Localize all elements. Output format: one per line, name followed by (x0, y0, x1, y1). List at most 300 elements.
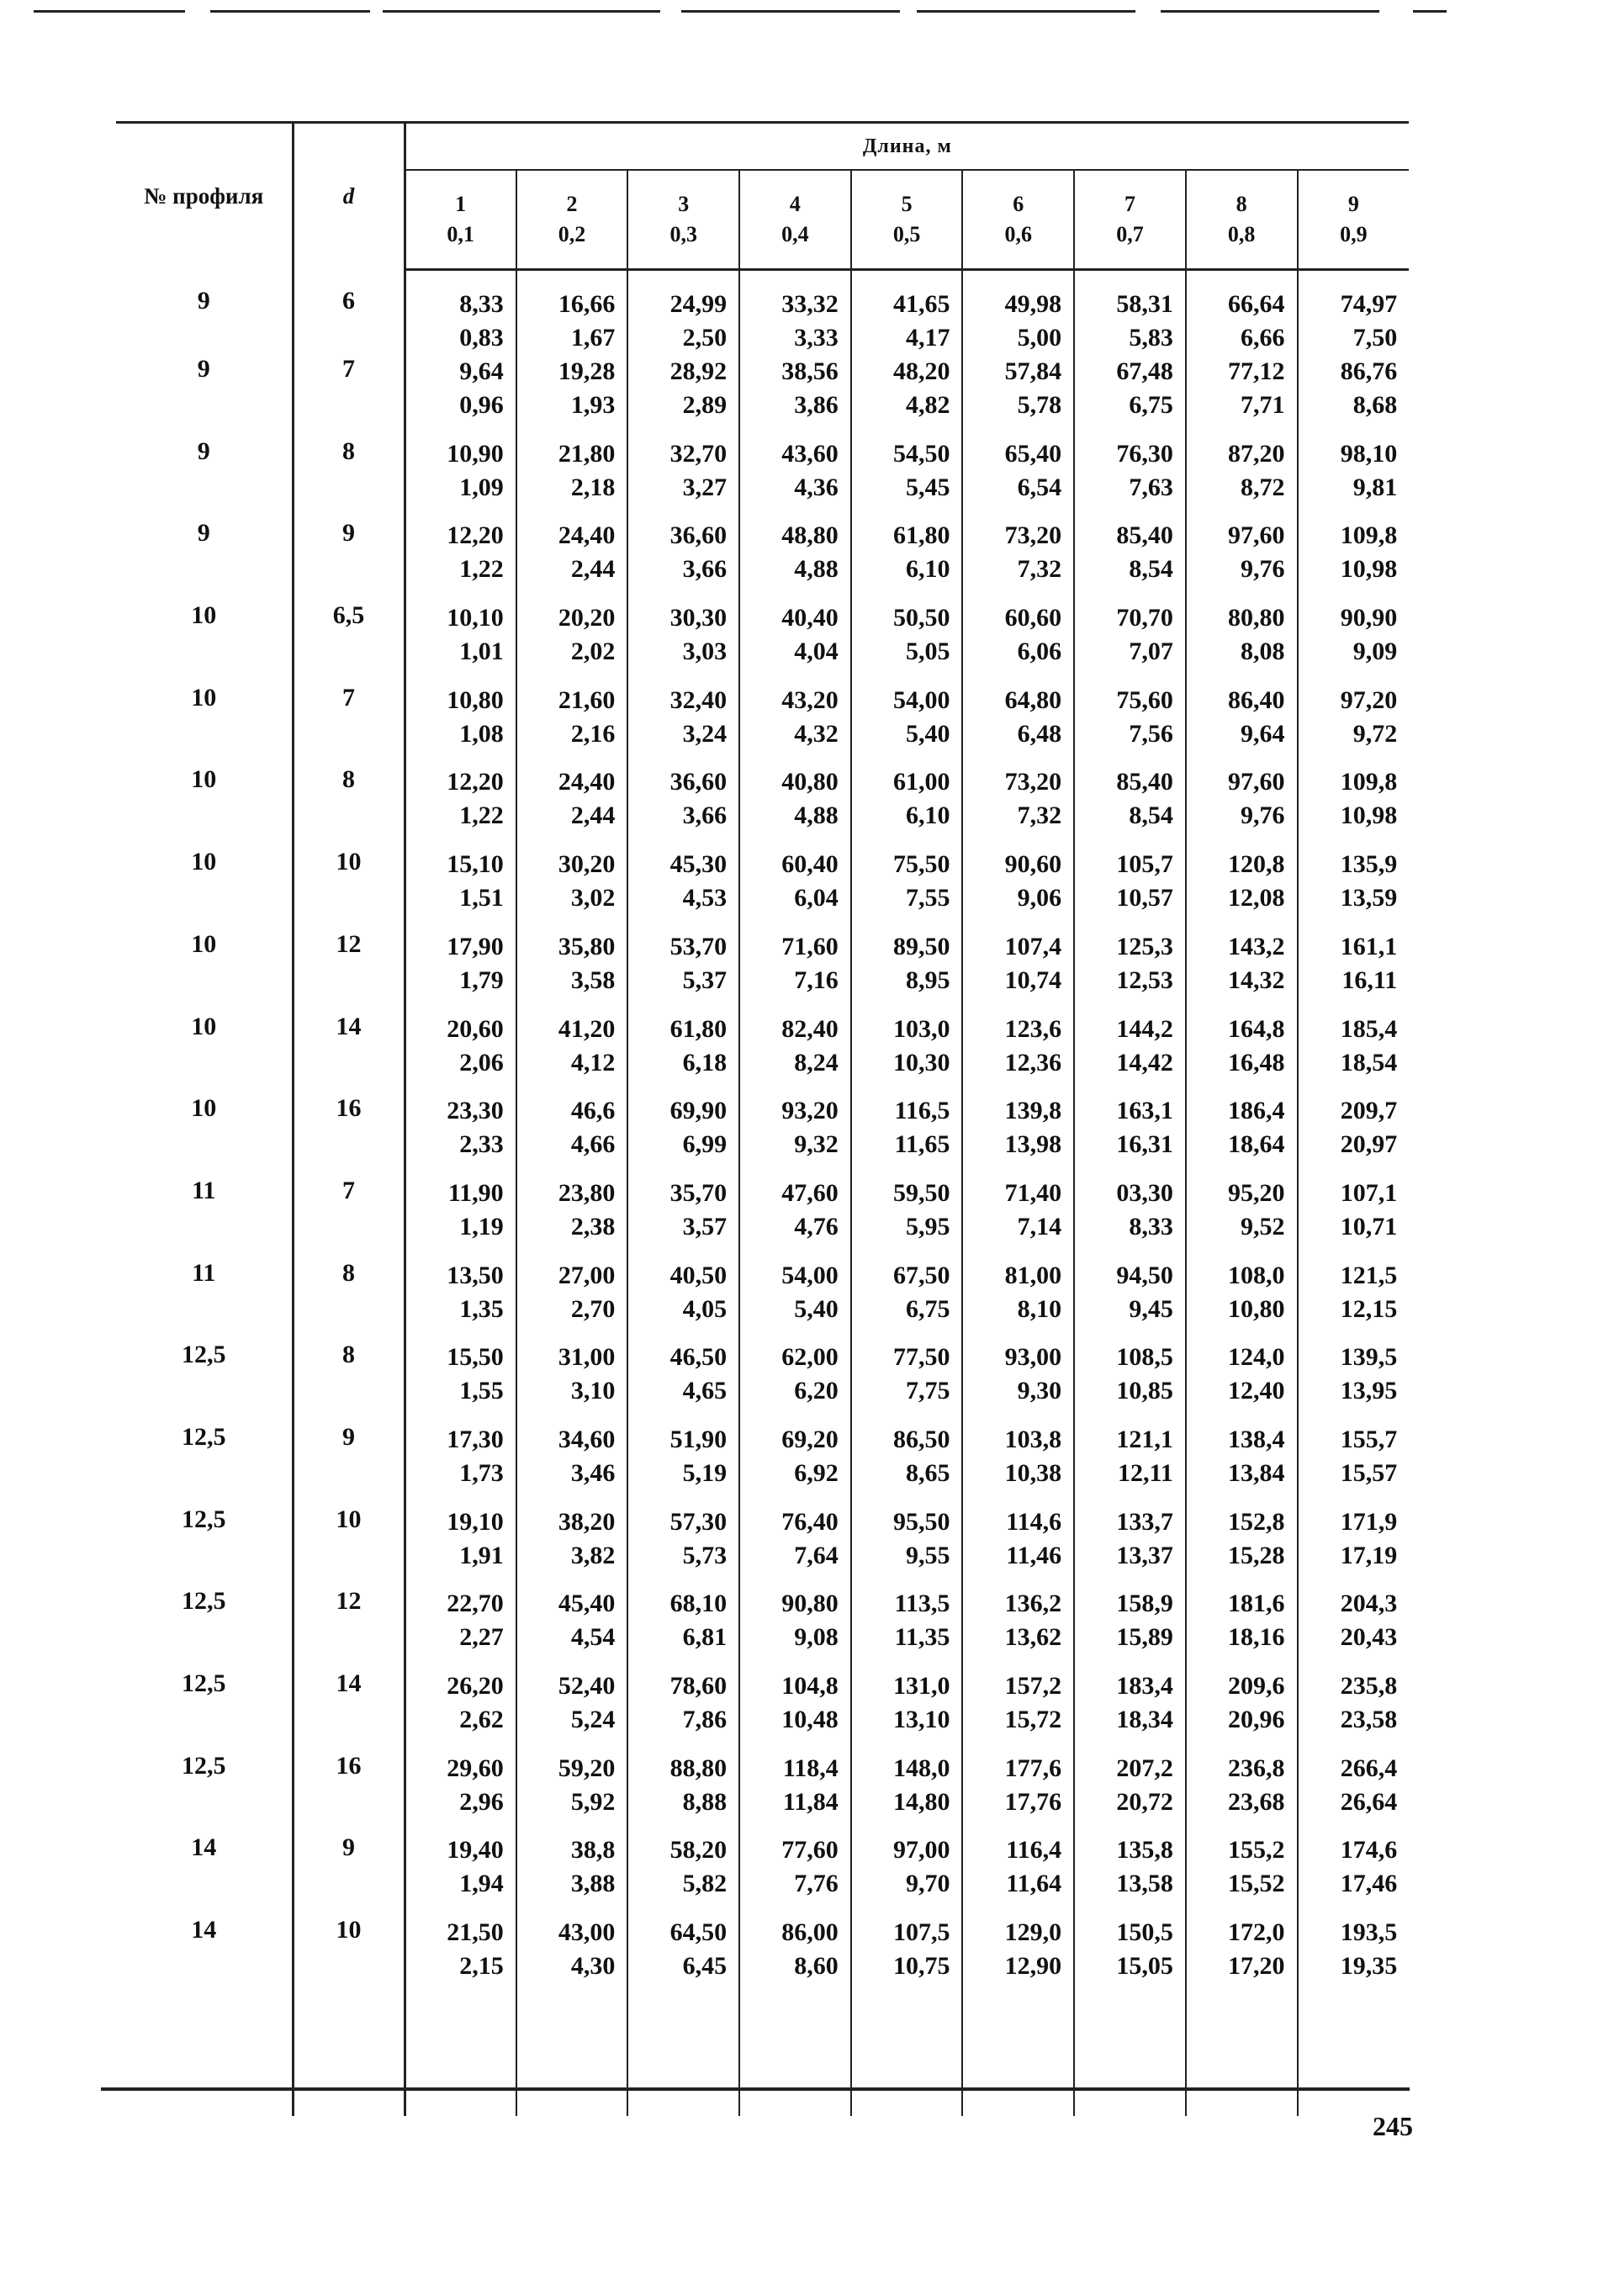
value-cell (1074, 270, 1186, 356)
value-lower: 10,57 (1116, 884, 1173, 913)
value-upper: 22,70 (447, 1590, 504, 1618)
value-cell (1298, 1177, 1410, 1259)
d-value-cell: 7 (293, 355, 405, 437)
value-cell (627, 1013, 739, 1095)
table-row (116, 848, 1409, 930)
value-cell (405, 1669, 516, 1752)
value-cell (405, 601, 516, 684)
length-fraction: 0,8 (1227, 222, 1256, 246)
value-cell (627, 601, 739, 684)
value-lower: 9,81 (1352, 473, 1398, 501)
value-cell (1298, 848, 1410, 930)
value-upper: 77,50 (892, 1343, 950, 1372)
value-upper: 24,99 (669, 290, 728, 318)
value-cell (962, 848, 1074, 930)
value-lower: 1,51 (459, 884, 504, 913)
value-lower: 3,82 (570, 1541, 616, 1569)
value-cell (405, 684, 516, 766)
value-lower: 9,32 (794, 1130, 839, 1159)
value-cell (962, 684, 1074, 766)
value-lower: 9,06 (1017, 884, 1062, 913)
value-cell (1298, 1587, 1410, 1669)
value-upper: 88,80 (669, 1754, 728, 1782)
value-cell (739, 1916, 851, 1998)
length-column-header (739, 170, 851, 270)
value-upper: 65,40 (1004, 439, 1062, 468)
table-row (116, 1341, 1409, 1423)
length-fraction: 0,5 (892, 222, 921, 246)
value-lower: 10,98 (1340, 801, 1398, 830)
table-row (116, 270, 1409, 356)
value-cell (1074, 1423, 1186, 1505)
value-upper: 86,50 (892, 1425, 950, 1453)
value-lower: 4,66 (570, 1130, 616, 1159)
value-upper: 118,4 (782, 1754, 839, 1782)
value-cell (962, 1833, 1074, 1916)
filler-row (116, 1998, 1409, 2116)
value-upper: 30,30 (669, 604, 728, 632)
value-lower: 5,40 (905, 719, 950, 748)
value-cell (405, 1094, 516, 1177)
profile-number-cell: 10 (116, 601, 293, 684)
value-upper: 209,7 (1340, 1097, 1398, 1125)
length-value: 9 (1347, 192, 1359, 216)
value-cell (627, 437, 739, 520)
value-lower: 11,35 (894, 1623, 950, 1652)
value-upper: 57,30 (669, 1507, 728, 1536)
value-cell (1298, 684, 1410, 766)
value-cell (1074, 1669, 1186, 1752)
value-upper: 58,20 (669, 1836, 728, 1865)
value-cell (516, 1916, 628, 1998)
value-lower: 13,98 (1004, 1130, 1062, 1159)
value-lower: 8,33 (1129, 1212, 1173, 1241)
value-cell (1186, 1669, 1298, 1752)
value-cell (851, 437, 963, 520)
value-lower: 12,08 (1228, 884, 1285, 913)
d-value-cell: 8 (293, 1259, 405, 1341)
value-cell (627, 1505, 739, 1588)
value-lower: 9,52 (1241, 1212, 1285, 1241)
value-lower: 2,50 (682, 324, 728, 352)
value-cell (516, 1669, 628, 1752)
value-cell (516, 437, 628, 520)
value-cell (516, 1013, 628, 1095)
value-cell (405, 1177, 516, 1259)
value-upper: 21,50 (447, 1918, 504, 1947)
value-upper: 64,80 (1004, 685, 1062, 714)
value-upper: 155,7 (1340, 1425, 1398, 1453)
value-upper: 8,33 (459, 290, 504, 318)
value-upper: 138,4 (1228, 1425, 1285, 1453)
value-cell (1074, 1259, 1186, 1341)
value-upper: 116,5 (894, 1097, 950, 1125)
table-row (116, 1669, 1409, 1752)
value-cell (739, 519, 851, 601)
value-lower: 13,84 (1228, 1458, 1285, 1487)
value-cell (962, 1259, 1074, 1341)
length-column-header (851, 170, 963, 270)
d-value-cell: 12 (293, 1587, 405, 1669)
value-lower: 7,56 (1129, 719, 1173, 748)
value-upper: 52,40 (558, 1672, 616, 1700)
value-upper: 125,3 (1116, 932, 1173, 960)
value-cell (405, 848, 516, 930)
value-cell (516, 1587, 628, 1669)
value-upper: 186,4 (1228, 1097, 1285, 1125)
value-cell (739, 601, 851, 684)
value-lower: 1,08 (459, 719, 504, 748)
value-upper: 60,60 (1004, 604, 1062, 632)
value-lower: 11,64 (1006, 1870, 1062, 1898)
value-cell (627, 519, 739, 601)
value-lower: 18,34 (1116, 1706, 1173, 1733)
value-lower: 7,16 (794, 965, 839, 994)
value-lower: 7,14 (1017, 1212, 1062, 1241)
value-cell (739, 437, 851, 520)
value-lower: 12,15 (1340, 1294, 1398, 1323)
value-cell (627, 1833, 739, 1916)
value-lower: 12,36 (1004, 1048, 1062, 1077)
value-upper: 23,30 (447, 1097, 504, 1125)
value-lower: 0,96 (459, 391, 504, 419)
value-upper: 40,80 (781, 768, 839, 796)
value-lower: 5,92 (570, 1787, 616, 1816)
value-lower: 8,72 (1241, 473, 1285, 501)
value-upper: 148,0 (892, 1754, 950, 1782)
d-value-cell: 6,5 (293, 601, 405, 684)
value-lower: 2,89 (682, 391, 728, 419)
value-upper: 104,8 (781, 1672, 839, 1700)
value-lower: 7,50 (1352, 324, 1398, 352)
length-fraction: 0,6 (1004, 222, 1033, 246)
value-lower: 6,20 (794, 1377, 839, 1405)
length-column-header (516, 170, 628, 270)
length-value: 7 (1124, 192, 1135, 216)
value-upper: 75,60 (1116, 685, 1173, 714)
value-cell (627, 765, 739, 848)
value-cell (1186, 1259, 1298, 1341)
value-lower: 8,65 (905, 1458, 950, 1487)
value-cell (1298, 930, 1410, 1013)
value-upper: 61,80 (669, 1014, 728, 1043)
value-cell (405, 355, 516, 437)
value-cell (1298, 1833, 1410, 1916)
profile-number-cell: 14 (116, 1916, 293, 1998)
value-cell (405, 1833, 516, 1916)
value-upper: 35,80 (558, 932, 616, 960)
value-lower: 15,72 (1004, 1706, 1062, 1733)
profile-number-cell: 9 (116, 437, 293, 520)
table-row (116, 1916, 1409, 1998)
value-upper: 40,40 (781, 604, 839, 632)
value-lower: 1,09 (459, 473, 504, 501)
value-upper: 86,76 (1340, 357, 1398, 385)
value-upper: 97,60 (1228, 521, 1285, 550)
value-cell (1298, 601, 1410, 684)
value-cell (1074, 848, 1186, 930)
value-cell (516, 1833, 628, 1916)
value-cell (851, 1752, 963, 1834)
value-lower: 8,08 (1241, 637, 1285, 666)
value-cell (851, 1341, 963, 1423)
value-cell (1186, 270, 1298, 356)
value-lower: 3,88 (570, 1870, 616, 1898)
value-upper: 19,10 (447, 1507, 504, 1536)
value-cell (1074, 930, 1186, 1013)
value-upper: 108,0 (1228, 1261, 1285, 1289)
d-value-cell: 8 (293, 437, 405, 520)
value-upper: 75,50 (892, 850, 950, 879)
profile-number-cell: 10 (116, 848, 293, 930)
value-upper: 150,5 (1116, 1918, 1173, 1947)
empty-cell (1074, 1998, 1186, 2116)
bottom-rule (101, 2087, 1410, 2091)
value-upper: 15,10 (447, 850, 504, 879)
length-column-header (1074, 170, 1186, 270)
value-upper: 81,00 (1004, 1261, 1062, 1289)
value-upper: 124,0 (1228, 1343, 1285, 1372)
value-upper: 30,20 (558, 850, 616, 879)
value-lower: 12,90 (1004, 1952, 1062, 1981)
value-lower: 4,17 (905, 324, 950, 352)
value-cell (1074, 1587, 1186, 1669)
value-upper: 41,20 (558, 1014, 616, 1043)
value-lower: 4,53 (682, 884, 728, 913)
value-lower: 13,59 (1340, 884, 1398, 913)
value-lower: 9,70 (905, 1870, 950, 1898)
value-upper: 95,20 (1228, 1178, 1285, 1207)
top-decorative-rule (917, 10, 1135, 13)
value-cell (851, 848, 963, 930)
value-cell (739, 1423, 851, 1505)
value-upper: 129,0 (1004, 1918, 1062, 1947)
value-upper: 172,0 (1228, 1918, 1285, 1947)
value-lower: 16,48 (1228, 1048, 1285, 1077)
value-upper: 67,48 (1116, 357, 1173, 385)
value-lower: 7,63 (1129, 473, 1173, 501)
value-lower: 3,02 (570, 884, 616, 913)
value-cell (627, 1094, 739, 1177)
value-lower: 1,22 (459, 801, 504, 830)
value-lower: 10,75 (892, 1952, 950, 1981)
value-lower: 7,07 (1129, 637, 1173, 666)
value-cell (739, 1094, 851, 1177)
value-upper: 15,50 (447, 1343, 504, 1372)
value-upper: 35,70 (669, 1178, 728, 1207)
value-cell (962, 1587, 1074, 1669)
value-lower: 10,38 (1004, 1458, 1062, 1487)
value-lower: 3,27 (682, 473, 728, 501)
value-upper: 77,12 (1228, 357, 1285, 385)
value-cell (405, 1505, 516, 1588)
value-lower: 18,16 (1228, 1623, 1285, 1652)
value-lower: 6,81 (682, 1623, 728, 1652)
d-value-cell: 10 (293, 848, 405, 930)
value-lower: 3,66 (682, 801, 728, 830)
value-cell (851, 355, 963, 437)
value-lower: 6,99 (682, 1130, 728, 1159)
value-upper: 73,20 (1004, 521, 1062, 550)
table-row (116, 1505, 1409, 1588)
value-upper: 183,4 (1116, 1672, 1173, 1700)
value-upper: 24,40 (558, 768, 616, 796)
value-lower: 9,09 (1352, 637, 1398, 666)
value-cell (516, 355, 628, 437)
value-cell (405, 1752, 516, 1834)
value-lower: 5,37 (682, 965, 728, 994)
value-upper: 03,30 (1116, 1178, 1173, 1207)
value-cell (962, 1177, 1074, 1259)
value-lower: 9,08 (794, 1623, 839, 1652)
value-lower: 20,72 (1116, 1787, 1173, 1816)
value-upper: 90,90 (1340, 604, 1398, 632)
value-cell (405, 765, 516, 848)
value-cell (851, 1094, 963, 1177)
value-lower: 4,54 (570, 1623, 616, 1652)
value-cell (1298, 1752, 1410, 1834)
value-cell (739, 1177, 851, 1259)
value-lower: 3,58 (570, 965, 616, 994)
value-cell (627, 930, 739, 1013)
profile-number-cell: 12,5 (116, 1341, 293, 1423)
value-upper: 181,6 (1228, 1590, 1285, 1618)
value-upper: 38,20 (558, 1507, 616, 1536)
value-lower: 23,68 (1228, 1787, 1285, 1816)
value-upper: 135,9 (1340, 850, 1398, 879)
value-lower: 10,74 (1004, 965, 1062, 994)
value-lower: 1,55 (459, 1377, 504, 1405)
value-cell (1298, 1423, 1410, 1505)
empty-cell (516, 1998, 628, 2116)
value-lower: 2,62 (459, 1706, 504, 1733)
value-cell (1298, 1013, 1410, 1095)
value-upper: 21,80 (558, 439, 616, 468)
value-upper: 62,00 (781, 1343, 839, 1372)
value-upper: 29,60 (447, 1754, 504, 1782)
value-upper: 59,50 (892, 1178, 950, 1207)
value-cell (516, 270, 628, 356)
top-decorative-rule (210, 10, 370, 13)
profile-number-cell: 12,5 (116, 1669, 293, 1752)
value-cell (1074, 1505, 1186, 1588)
value-upper: 66,64 (1228, 290, 1285, 318)
value-upper: 98,10 (1340, 439, 1398, 468)
top-decorative-rule (1413, 10, 1447, 13)
value-lower: 2,70 (570, 1294, 616, 1323)
value-cell (1298, 270, 1410, 356)
value-lower: 1,94 (459, 1870, 504, 1898)
value-lower: 13,62 (1004, 1623, 1062, 1652)
value-upper: 93,20 (781, 1097, 839, 1125)
value-lower: 13,95 (1340, 1377, 1398, 1405)
value-cell (1298, 1259, 1410, 1341)
value-cell (627, 848, 739, 930)
value-cell (962, 1669, 1074, 1752)
value-upper: 43,20 (781, 685, 839, 714)
profile-number-cell: 12,5 (116, 1587, 293, 1669)
length-value: 4 (789, 192, 801, 216)
value-upper: 38,56 (781, 357, 839, 385)
value-upper: 103,8 (1004, 1425, 1062, 1453)
value-lower: 2,96 (459, 1787, 504, 1816)
length-value: 2 (566, 192, 578, 216)
value-upper: 21,60 (558, 685, 616, 714)
value-cell (1298, 1341, 1410, 1423)
d-value-cell: 6 (293, 270, 405, 356)
value-cell (405, 519, 516, 601)
value-cell (739, 1669, 851, 1752)
value-lower: 8,24 (794, 1048, 839, 1077)
value-cell (516, 1177, 628, 1259)
value-upper: 60,40 (781, 850, 839, 879)
value-upper: 50,50 (892, 604, 950, 632)
value-upper: 38,8 (570, 1836, 616, 1865)
value-lower: 5,95 (905, 1212, 950, 1241)
length-header: Длина, м (405, 123, 1409, 171)
value-cell (1298, 355, 1410, 437)
value-upper: 64,50 (669, 1918, 728, 1947)
value-cell (1298, 437, 1410, 520)
value-lower: 1,19 (459, 1212, 504, 1241)
value-upper: 94,50 (1116, 1261, 1173, 1289)
value-lower: 12,53 (1116, 965, 1173, 994)
value-upper: 46,50 (669, 1343, 728, 1372)
value-lower: 2,33 (459, 1130, 504, 1159)
d-value-cell: 9 (293, 519, 405, 601)
profile-number-cell: 12,5 (116, 1505, 293, 1588)
value-upper: 68,10 (669, 1590, 728, 1618)
empty-cell (1186, 1998, 1298, 2116)
value-cell (627, 1259, 739, 1341)
value-upper: 158,9 (1116, 1590, 1173, 1618)
value-cell (1074, 601, 1186, 684)
value-lower: 3,03 (682, 637, 728, 666)
value-upper: 54,00 (781, 1261, 839, 1289)
value-upper: 12,20 (447, 768, 504, 796)
length-column-header (1298, 170, 1410, 270)
value-lower: 7,55 (905, 884, 950, 913)
value-lower: 12,40 (1228, 1377, 1285, 1405)
value-upper: 48,20 (892, 357, 950, 385)
value-cell (1074, 684, 1186, 766)
value-lower: 4,04 (794, 637, 839, 666)
value-lower: 15,89 (1116, 1623, 1173, 1652)
value-upper: 74,97 (1340, 290, 1398, 318)
value-upper: 69,20 (781, 1425, 839, 1453)
table-row (116, 765, 1409, 848)
value-lower: 2,06 (459, 1048, 504, 1077)
value-upper: 45,30 (669, 850, 728, 879)
value-upper: 266,4 (1340, 1754, 1398, 1782)
value-lower: 10,80 (1228, 1294, 1285, 1323)
value-cell (627, 1669, 739, 1752)
table-row (116, 437, 1409, 520)
value-upper: 20,60 (447, 1014, 504, 1043)
value-cell (1186, 1916, 1298, 1998)
value-cell (1186, 1505, 1298, 1588)
value-upper: 113,5 (894, 1590, 950, 1618)
value-upper: 57,84 (1004, 357, 1062, 385)
d-value-cell: 9 (293, 1833, 405, 1916)
empty-cell (851, 1998, 963, 2116)
value-lower: 7,75 (905, 1377, 950, 1405)
value-lower: 10,71 (1340, 1212, 1398, 1241)
value-lower: 18,64 (1228, 1130, 1285, 1159)
value-upper: 19,40 (447, 1836, 504, 1865)
value-cell (1074, 437, 1186, 520)
d-value-cell: 14 (293, 1669, 405, 1752)
